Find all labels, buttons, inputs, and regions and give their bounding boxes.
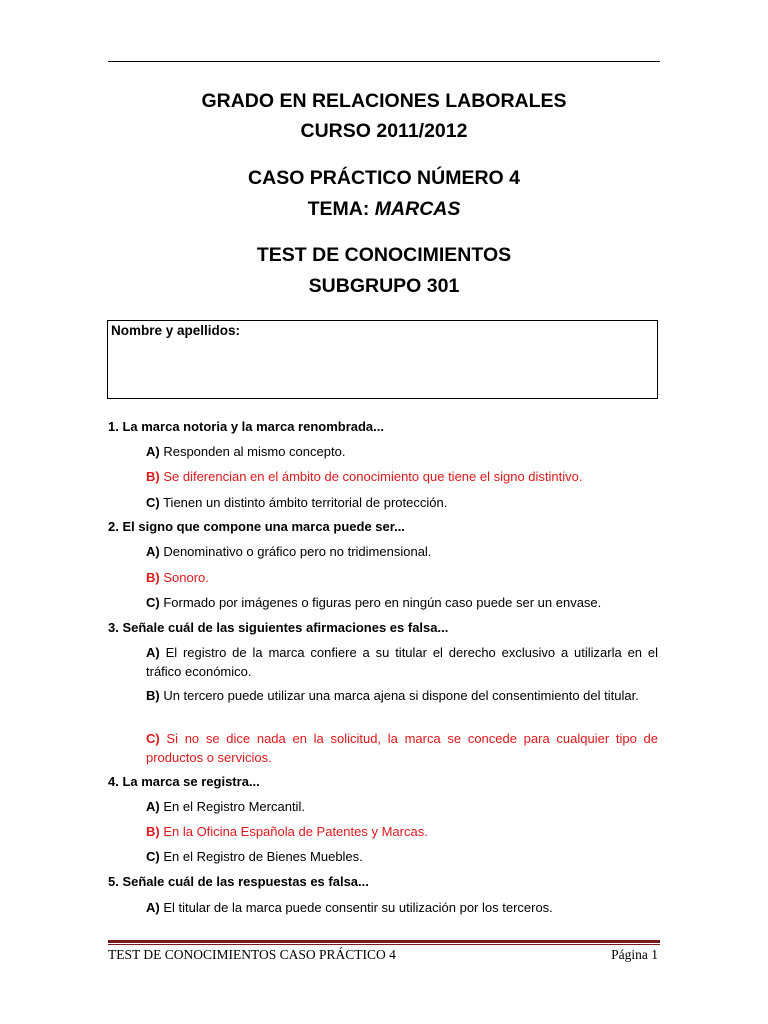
- option-text: Si no se dice nada en la solicitud, la marca se concede para cualquier tipo de productos o servicios.: [146, 731, 658, 765]
- subgroup: SUBGRUPO 301: [308, 275, 460, 297]
- option-text: En el Registro de Bienes Muebles.: [159, 849, 363, 864]
- q4-option-c: [146, 848, 658, 867]
- option-text: El registro de la marca confiere a su titular el derecho exclusivo a utilizarla en el tráfico económico.: [146, 645, 658, 679]
- q5-option-a: [146, 899, 658, 918]
- option-letter: A): [146, 900, 160, 915]
- option-text: Tienen un distinto ámbito territorial de protección.: [159, 495, 448, 510]
- name-box[interactable]: [107, 320, 658, 399]
- option-text: Denominativo o gráfico pero no tridimensional.: [159, 544, 432, 559]
- name-label: Nombre y apellidos:: [111, 323, 241, 338]
- option-text: Sonoro.: [159, 570, 209, 585]
- option-text: En el Registro Mercantil.: [159, 799, 305, 814]
- q1-option-a: [146, 443, 658, 462]
- q3-option-b: [146, 687, 658, 706]
- option-text: Responden al mismo concepto.: [159, 444, 346, 459]
- q4-option-b-correct: [146, 823, 658, 842]
- case-title: CASO PRÁCTICO NÚMERO 4: [248, 167, 520, 189]
- q2-option-a: [146, 543, 658, 562]
- test-title: TEST DE CONOCIMIENTOS: [256, 244, 512, 266]
- q1-option-c: [146, 494, 658, 513]
- page-number: Página 1: [611, 947, 658, 962]
- option-text: Un tercero puede utilizar una marca ajena si dispone del consentimiento del titular.: [159, 688, 639, 703]
- option-text: Se diferencian en el ámbito de conocimiento que tiene el signo distintivo.: [159, 469, 583, 484]
- degree-title: GRADO EN RELACIONES LABORALES: [201, 90, 567, 112]
- question-5: 5. Señale cuál de las respuestas es falsa...: [108, 874, 369, 889]
- option-letter: C): [146, 731, 160, 746]
- question-4: 4. La marca se registra...: [108, 774, 260, 789]
- option-letter: A): [146, 444, 160, 459]
- option-letter: A): [146, 645, 160, 660]
- option-letter: C): [146, 849, 160, 864]
- footer-title: TEST DE CONOCIMIENTOS CASO PRÁCTICO 4: [108, 947, 396, 962]
- option-text: Formado por imágenes o figuras pero en ningún caso puede ser un envase.: [159, 595, 602, 610]
- footer-rule-thin: [108, 944, 660, 945]
- q3-option-a: [146, 644, 658, 681]
- q1-option-b-correct: [146, 468, 658, 487]
- question-1: 1. La marca notoria y la marca renombrada...: [108, 419, 385, 434]
- option-letter: C): [146, 595, 160, 610]
- option-text: En la Oficina Española de Patentes y Marcas.: [159, 824, 428, 839]
- course-year: CURSO 2011/2012: [300, 120, 468, 142]
- question-3: 3. Señale cuál de las siguientes afirmaciones es falsa...: [108, 620, 449, 635]
- q3-option-c-correct: [146, 730, 658, 767]
- option-letter: A): [146, 799, 160, 814]
- question-2: 2. El signo que compone una marca puede ser...: [108, 519, 405, 534]
- q2-option-b-correct: [146, 569, 658, 588]
- q4-option-a: [146, 798, 658, 817]
- option-letter: C): [146, 495, 160, 510]
- header-rule: [108, 61, 660, 62]
- option-letter: B): [146, 469, 160, 484]
- topic-value: MARCAS: [374, 198, 461, 220]
- option-letter: B): [146, 688, 160, 703]
- footer-rule-thick: [108, 940, 660, 943]
- topic-line: [0, 196, 768, 222]
- option-letter: B): [146, 824, 160, 839]
- topic-label: TEMA:: [307, 198, 375, 220]
- option-letter: A): [146, 544, 160, 559]
- option-letter: B): [146, 570, 160, 585]
- q2-option-c: [146, 594, 658, 613]
- option-text: El titular de la marca puede consentir su utilización por los terceros.: [159, 900, 553, 915]
